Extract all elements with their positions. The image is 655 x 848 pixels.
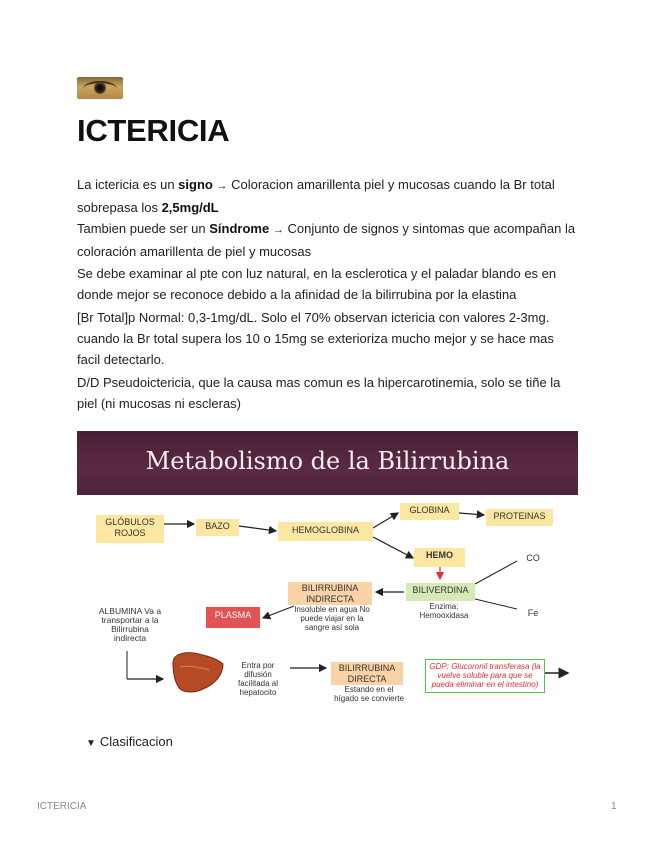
label-co: CO [526, 553, 540, 563]
note-insoluble: Insoluble en agua No puede viajar en la sangre así sola [294, 605, 370, 632]
paragraph-diagnostico-diferencial: D/D Pseudoictericia, que la causa mas comun es la hipercarotinemia, solo se tiñe la piel (ni mucosas ni escleras) [77, 375, 561, 411]
note-enzima: Enzima: Hemooxidasa [419, 602, 469, 620]
paragraph-sindrome: Tambien puede ser un Síndrome → Conjunto de signos y sintomas que acompañan la coloración amarillenta de piel y mucosas [77, 221, 576, 259]
note-albumina: ALBUMINA Va a transportar a la Bilirrubina indirecta [98, 606, 162, 643]
footer-title: ICTERICIA [37, 801, 87, 812]
box-hemoglobina: HEMOGLOBINA [278, 522, 373, 541]
toggle-clasificacion[interactable] [86, 734, 173, 749]
box-bazo: BAZO [196, 519, 239, 536]
paragraph-signo: La ictericia es un signo → Coloracion amarillenta piel y mucosas cuando la Br total sobrepasa los 2,5mg/dL [77, 177, 555, 215]
label-fe: Fe [527, 608, 539, 618]
box-globina: GLOBINA [400, 503, 459, 520]
arrow-icon: → [216, 180, 228, 192]
box-biliverdina: BILIVERDINA [406, 583, 475, 601]
liver-icon [173, 653, 223, 692]
box-bilirrubina-indirecta: BILIRRUBINA INDIRECTA [288, 582, 372, 605]
page-title: ICTERICIA [77, 113, 230, 148]
figure-title: Metabolismo de la Bilirrubina [145, 447, 510, 475]
box-bilirrubina-directa: BILIRRUBINA DIRECTA [331, 662, 403, 685]
box-proteinas: PROTEINAS [486, 509, 553, 526]
note-difusion: Entra por difusión facilitada al hepatocito [237, 661, 279, 697]
eye-icon [77, 77, 123, 99]
bilirubin-metabolism-figure [77, 431, 578, 714]
note-gdp: GDP: Glucoronil transferasa (la vuelve soluble para que se pueda eliminar en el intestino) [425, 659, 545, 693]
footer-page-number: 1 [611, 801, 617, 812]
triangle-down-icon: ▼ [86, 738, 96, 749]
arrow-icon: → [272, 224, 284, 236]
paragraph-examen: Se debe examinar al pte con luz natural, en la esclerotica y el paladar blando es en donde mejor se reconoce debido a la afinidad de la bilirrubina por la elastina [77, 266, 557, 302]
box-plasma: PLASMA [206, 607, 260, 628]
box-globulos-rojos: GLÓBULOS ROJOS [96, 515, 164, 543]
box-hemo: HEMO [414, 548, 465, 567]
paragraph-valores: [Br Total]p Normal: 0,3-1mg/dL. Solo el 70% observan ictericia con valores 2-3mg. cuando la Br total supera los 10 o 15mg se exterioriza mucho mejor y se hace mas facil detectarlo. [77, 310, 554, 367]
note-estando: Estando en el hígado se convierte [334, 685, 404, 703]
toggle-label: Clasificacion [99, 734, 173, 749]
